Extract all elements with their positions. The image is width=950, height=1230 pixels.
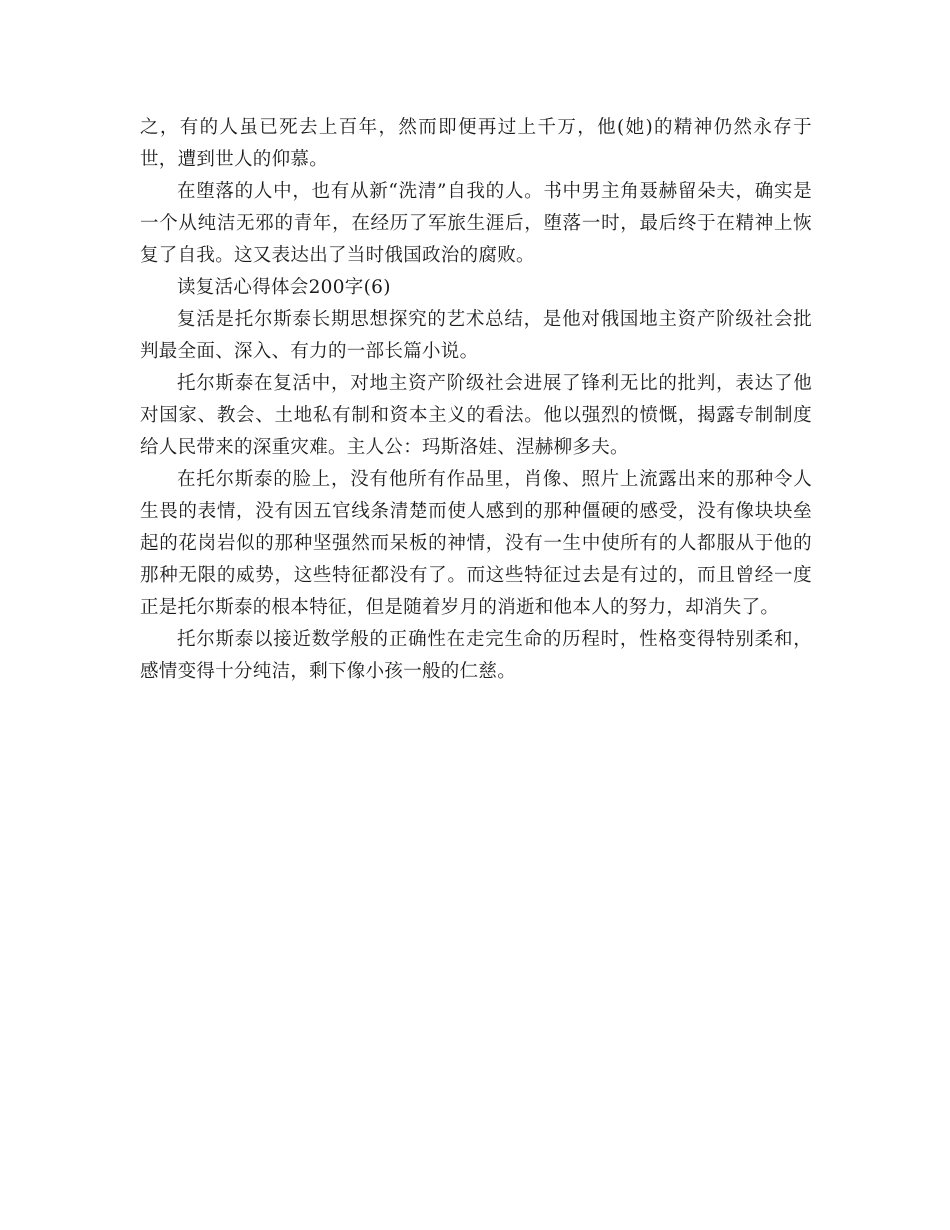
paragraph-nekhlyudov: 在堕落的人中，也有从新“洗清”自我的人。书中男主角聂赫留朵夫，确实是一个从纯洁无邪的青年，在经历了军旅生涯后，堕落一时，最后终于在精神上恢复了自我。这又表达出了当时俄国政治的腐败。 xyxy=(140,181,812,266)
paragraph-summary: 复活是托尔斯泰长期思想探究的艺术总结，是他对俄国地主资产阶级社会批判最全面、深入、有力的一部长篇小说。 xyxy=(140,309,812,362)
document-body xyxy=(140,112,812,688)
section-heading: 读复活心得体会200字(6) xyxy=(177,277,391,298)
paragraph-portrait: 在托尔斯泰的脸上，没有他所有作品里，肖像、照片上流露出来的那种令人生畏的表情，没有因五官线条清楚而使人感到的那种僵硬的感受，没有像块块垒起的花岗岩似的那种坚强然而呆板的神情，没有一生中使所有的人都服从于他的那种无限的威势，这些特征都没有了。而这些特征过去是有过的，而且曾经一度正是托尔斯泰的根本特征，但是随着岁月的消逝和他本人的努力，却消失了。 xyxy=(140,469,812,618)
paragraph-continuation: 之，有的人虽已死去上百年，然而即便再过上千万，他(她)的精神仍然永存于世，遭到世人的仰慕。 xyxy=(140,117,812,170)
paragraph-conclusion: 托尔斯泰以接近数学般的正确性在走完生命的历程时，性格变得特别柔和，感情变得十分纯洁，剩下像小孩一般的仁慈。 xyxy=(140,629,812,682)
paragraph-critique: 托尔斯泰在复活中，对地主资产阶级社会进展了锋利无比的批判，表达了他对国家、教会、土地私有制和资本主义的看法。他以强烈的愤慨，揭露专制制度给人民带来的深重灾难。主人公：玛斯洛娃、涅赫柳多夫。 xyxy=(140,373,812,458)
